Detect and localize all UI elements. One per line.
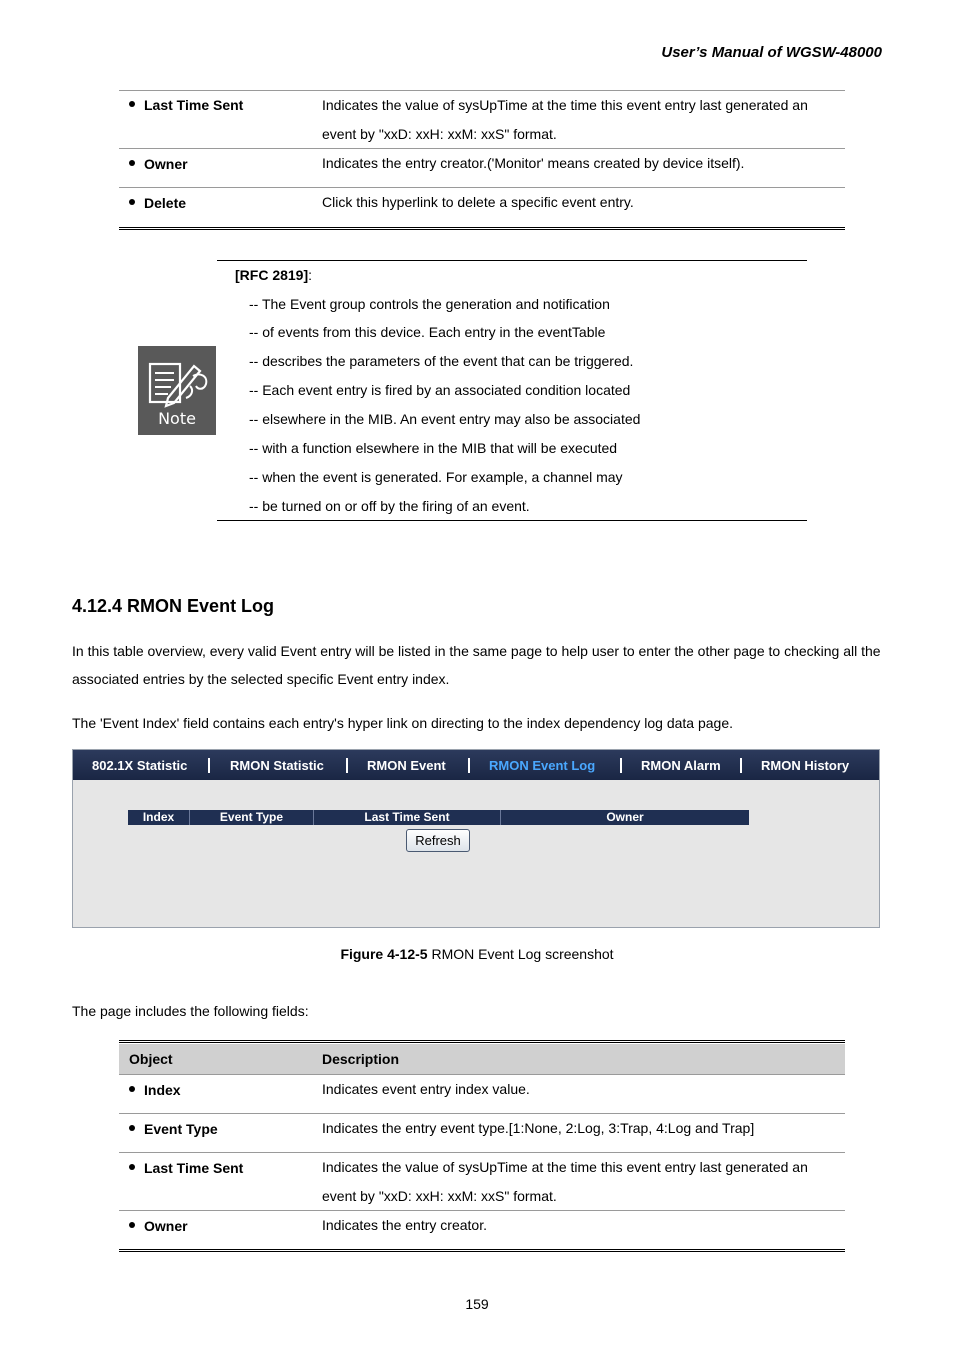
table-row (119, 187, 845, 228)
table-row (119, 90, 845, 149)
tab-separator (208, 758, 210, 773)
column-last-time-sent: Last Time Sent (314, 810, 501, 825)
manual-title: User’s Manual of WGSW-48000 (661, 44, 882, 61)
fields-table (119, 1040, 845, 1255)
rfc-heading (235, 267, 312, 283)
event-log-table-header (128, 810, 749, 825)
table-row (119, 1075, 845, 1114)
field-name: Delete (144, 195, 187, 211)
field-name: Last Time Sent (144, 1160, 244, 1176)
refresh-button[interactable]: Refresh (406, 829, 470, 852)
bullet-icon (129, 1086, 135, 1092)
rfc-text-line: -- with a function elsewhere in the MIB that will be executed (249, 440, 618, 456)
bullet-icon (129, 199, 135, 205)
field-description: Indicates the entry creator.('Monitor' means created by device itself). (322, 155, 745, 171)
tab-rmon-history[interactable]: RMON History (761, 758, 850, 773)
section-paragraph: In this table overview, every valid Event entry will be listed in the same page to help user to enter the other page to checking all the associated entries by the selected specific Event entry index. (72, 643, 881, 687)
bullet-icon (129, 1222, 135, 1228)
tab-rmon-event-log[interactable]: RMON Event Log (489, 758, 596, 773)
figure-label: Figure 4-12-5 (340, 946, 428, 962)
tab-separator (346, 758, 348, 773)
tab-separator (620, 758, 622, 773)
section-title: 4.12.4 RMON Event Log (72, 596, 275, 616)
field-description-cont: event by "xxD: xxH: xxM: xxS" format. (322, 1188, 557, 1204)
table-header-row (119, 1044, 845, 1075)
top-fields-table (119, 90, 845, 232)
page-number: 159 (465, 1296, 489, 1312)
rfc-text-line: -- The Event group controls the generation and notification (249, 296, 610, 312)
field-description: Indicates the value of sysUpTime at the time this event entry last generated an (322, 97, 808, 113)
table-top-rule (119, 1040, 845, 1043)
tab-rmon-statistic[interactable]: RMON Statistic (230, 758, 324, 773)
field-name: Owner (144, 1218, 188, 1234)
bullet-icon (129, 1164, 135, 1170)
rfc-text-line: -- when the event is generated. For example, a channel may (249, 469, 623, 485)
bullet-icon (129, 160, 135, 166)
rfc-text-line: -- of events from this device. Each entry in the eventTable (249, 324, 606, 340)
table-row (119, 1114, 845, 1153)
table-row (119, 1211, 845, 1247)
bullet-icon (129, 101, 135, 107)
note-icon (138, 346, 216, 435)
rfc-colon: : (308, 267, 313, 283)
header-object: Object (129, 1051, 173, 1067)
field-description: Indicates event entry index value. (322, 1081, 530, 1097)
field-description: Indicates the value of sysUpTime at the time this event entry last generated an (322, 1159, 808, 1175)
field-name: Event Type (144, 1121, 218, 1137)
figure-caption-text: RMON Event Log screenshot (427, 946, 614, 962)
column-owner: Owner (606, 810, 644, 824)
column-event-type: Event Type (190, 810, 314, 825)
tab-rmon-event[interactable]: RMON Event (367, 758, 446, 773)
table-bottom-rule (119, 1249, 845, 1252)
section-paragraph: The 'Event Index' field contains each entry's hyper link on directing to the index dependency log data page. (72, 715, 734, 731)
note-top-rule (217, 260, 807, 261)
note-label: Note (158, 409, 196, 428)
field-name: Index (144, 1082, 181, 1098)
field-name: Owner (144, 156, 188, 172)
rfc-label: [RFC 2819] (235, 267, 309, 283)
field-description-cont: event by "xxD: xxH: xxM: xxS" format. (322, 126, 557, 142)
rfc-text-line: -- describes the parameters of the event that can be triggered. (249, 353, 634, 369)
table-row (119, 148, 845, 188)
rfc-text-line: -- Each event entry is fired by an associated condition located (249, 382, 631, 398)
bullet-icon (129, 1125, 135, 1131)
field-description: Indicates the entry event type.[1:None, 2:Log, 3:Trap, 4:Log and Trap] (322, 1120, 755, 1136)
column-index: Index (128, 810, 190, 825)
field-description: Indicates the entry creator. (322, 1217, 487, 1233)
figure-caption (0, 946, 954, 962)
rfc-text-line: -- be turned on or off by the firing of an event. (249, 498, 530, 514)
tab-separator (468, 758, 470, 773)
rfc-text-line: -- elsewhere in the MIB. An event entry may also be associated (249, 411, 641, 427)
fields-intro: The page includes the following fields: (72, 1003, 309, 1019)
table-row (119, 1153, 845, 1211)
header-description: Description (322, 1051, 400, 1067)
note-bottom-rule (217, 520, 807, 521)
field-description: Click this hyperlink to delete a specific event entry. (322, 194, 634, 210)
tab-8021x-statistic[interactable]: 802.1X Statistic (92, 758, 188, 773)
tab-separator (740, 758, 742, 773)
rmon-event-log-screenshot (72, 749, 880, 928)
tab-rmon-alarm[interactable]: RMON Alarm (641, 758, 721, 773)
nav-tab-bar (73, 750, 879, 780)
table-bottom-rule (119, 227, 845, 230)
field-name: Last Time Sent (144, 97, 244, 113)
